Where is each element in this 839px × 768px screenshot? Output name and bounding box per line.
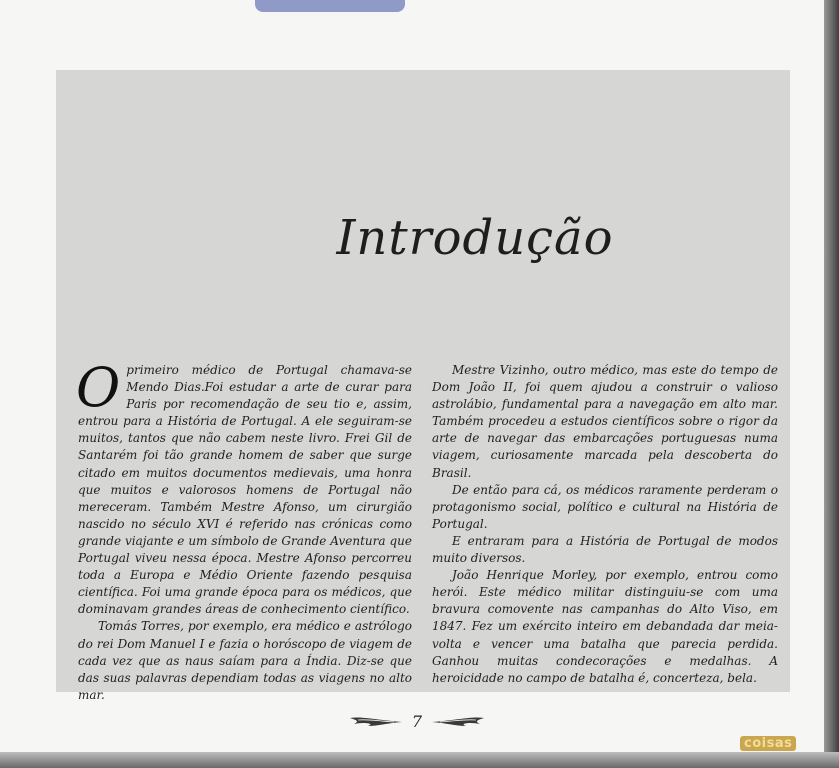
book-edge [824,0,839,768]
wing-flourish-icon [430,714,486,728]
right-column [432,362,778,687]
text-panel [56,70,790,702]
left-column [76,356,412,704]
watermark-logo: coisas [740,736,796,751]
right-paragraph-3: E entraram para a História de Portugal de modos muito diversos. [432,533,778,566]
drop-cap: O [76,356,121,419]
left-paragraph-1-text: primeiro médico de Portugal chamava-se Mendo Dias.Foi estudar a arte de curar para Paris por recomendação de seu tio e, assim, entrou para a História de Portugal. A ele seguiram-se muitos, tantos que não cabem neste livro. Frei Gil de Santarém foi tão grande homem de saber que surge citado em muitos documentos medievais, uma honra que muitos e valorosos homens de Portugal não mereceram. Também Mestre Afonso, um cirurgião nascido no século XVI é referido nas crónicas como grande viajante e um símbolo de Grande Aventura que Portugal viveu nessa época. Mestre Afonso percorreu toda a Europa e Médio Oriente fazendo pesquisa científica. Foi uma grande época para os médicos, que dominavam grandes áreas de conhecimento científico. [78,363,412,617]
left-paragraph-2: Tomás Torres, por exemplo, era médico e astrólogo do rei Dom Manuel I e fazia o horóscopo de viagem de cada vez que as naus saíam para a Índia. Diz-se que das suas palavras dependiam todas as viagens no alto mar. [78,619,412,702]
right-paragraph-2: De então para cá, os médicos raramente perderam o protagonismo social, político e cultural na História de Portugal. [432,482,778,531]
right-paragraph-1: Mestre Vizinho, outro médico, mas este do tempo de Dom João II, foi quem ajudou a construir o valioso astrolábio, fundamental para a navegação em alto mar. Também procedeu a estudos científicos sobre o rigor da arte de navegar das embarcações portuguesas numa viagem, curiosamente marcada pela descoberta do Brasil. [432,363,778,480]
page-number: 7 [411,712,423,731]
page-footer [342,708,492,738]
wing-flourish-icon [348,714,404,728]
book-bottom-edge [0,752,839,768]
right-paragraph-4: João Henrique Morley, por exemplo, entrou como herói. Este médico militar distinguiu-se com uma bravura comovente nas campanhas do Alto Viso, em 1847. Fez um exército inteiro em debandada dar meia-volta e vencer uma batalha que parecia perdida. Ganhou muitas condecorações e medalhas. A heroicidade no campo de batalha é, concerteza, bela. [432,568,778,685]
page-title: Introdução [336,210,614,266]
binding-mark [255,0,405,12]
left-paragraph-1 [76,356,412,618]
